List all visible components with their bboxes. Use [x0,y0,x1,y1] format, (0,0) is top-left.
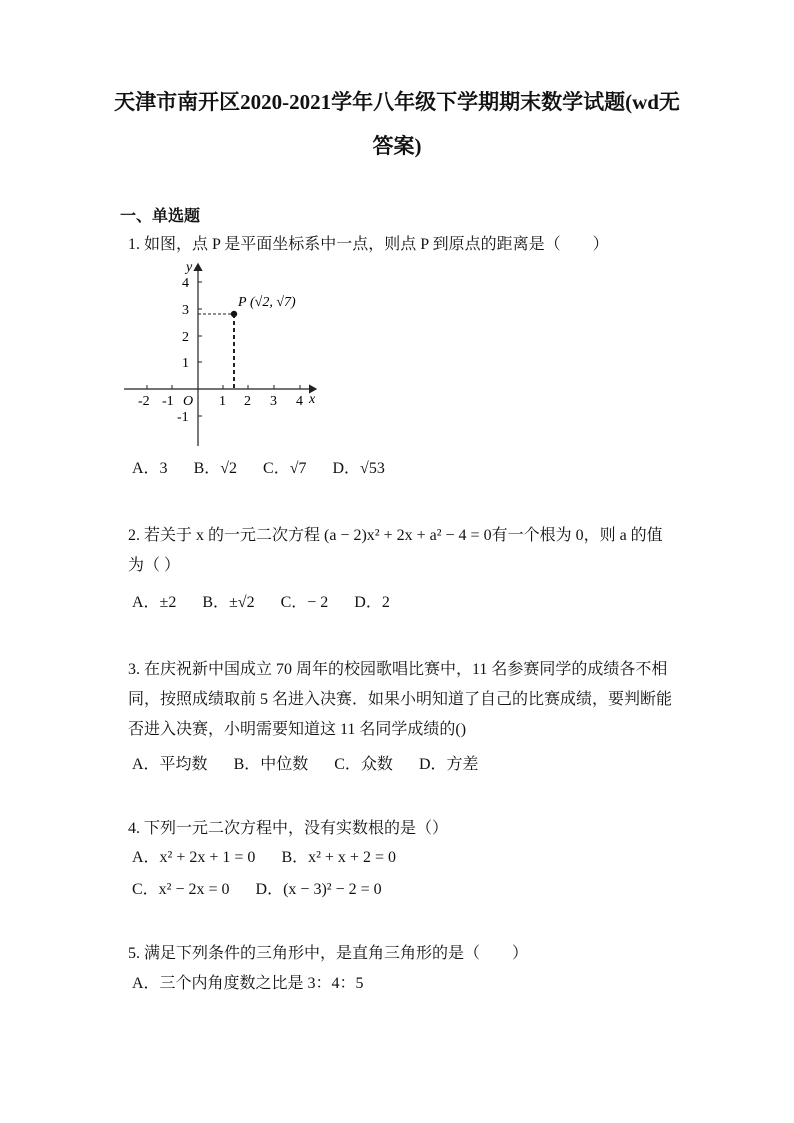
page-title: 天津市南开区2020-2021学年八年级下学期期末数学试题(wd无答案) [114,90,680,158]
y-tick-label: -1 [177,410,189,425]
origin-label: O [183,394,194,409]
x-tick-label: 2 [244,394,251,409]
option-d[interactable]: D．√53 [332,460,385,477]
question-3-stem: 3. 在庆祝新中国成立 70 周年的校园歌唱比赛中，11 名参赛同学的成绩各不相同，按照成绩取前 5 名进入决赛．如果小明知道了自己的比赛成绩，要判断能否进入决赛，小明需要知道这 11 名同学成绩的() [128,661,673,738]
question-1-stem: 1. 如图，点 P 是平面坐标系中一点，则点 P 到原点的距离是（ ） [128,236,609,253]
x-tick-label: 4 [296,394,303,409]
y-tick-label: 3 [182,303,189,318]
question-4-options-row2 [132,878,404,902]
section-heading: 一、单选题 [120,208,201,225]
question-1-options [132,457,407,481]
option-d[interactable]: D．2 [354,594,390,611]
option-b[interactable]: B．中位数 [233,756,309,773]
option-a[interactable]: A．三个内角度数之比是 3：4：5 [132,975,364,992]
question-2-options [132,591,412,615]
x-tick-label: -1 [162,394,174,409]
point-p-coords: (√2, √7) [250,295,296,310]
y-tick-label: 1 [182,356,189,371]
point-p-label: P [238,295,247,310]
option-d[interactable]: D．(x − 3)² − 2 = 0 [255,881,382,898]
option-b[interactable]: B．±√2 [202,594,255,611]
question-3-options [132,753,501,777]
option-d[interactable]: D．方差 [418,756,479,773]
option-a[interactable]: A．平均数 [132,756,208,773]
question-5-stem: 5. 满足下列条件的三角形中，是直角三角形的是（ ） [128,945,529,962]
question-5-options [132,972,386,996]
question-4-options-row1 [132,846,418,870]
option-b[interactable]: B．√2 [193,460,238,477]
x-tick-label: 1 [219,394,226,409]
option-c[interactable]: C．√7 [263,460,307,477]
coordinate-figure [120,258,340,453]
question-4-stem: 4. 下列一元二次方程中，没有实数根的是（） [128,820,449,837]
option-b[interactable]: B．x² + x + 2 = 0 [281,849,396,866]
question-2-stem: 2. 若关于 x 的一元二次方程 (a − 2)x² + 2x + a² − 4 = 0有一个根为 0，则 a 的值为（ ） [128,527,663,574]
x-tick-label: 3 [270,394,277,409]
option-c[interactable]: C．众数 [334,756,393,773]
point-p [231,311,237,317]
option-a[interactable]: A．3 [132,460,168,477]
x-tick-label: -2 [138,394,150,409]
option-c[interactable]: C．− 2 [280,594,329,611]
option-a[interactable]: A．x² + 2x + 1 = 0 [132,849,256,866]
y-axis-label: y [186,260,193,275]
y-tick-label: 4 [182,276,189,291]
option-a[interactable]: A．±2 [132,594,177,611]
y-tick-label: 2 [182,330,189,345]
option-c[interactable]: C．x² − 2x = 0 [132,881,230,898]
x-axis-label: x [309,392,316,407]
